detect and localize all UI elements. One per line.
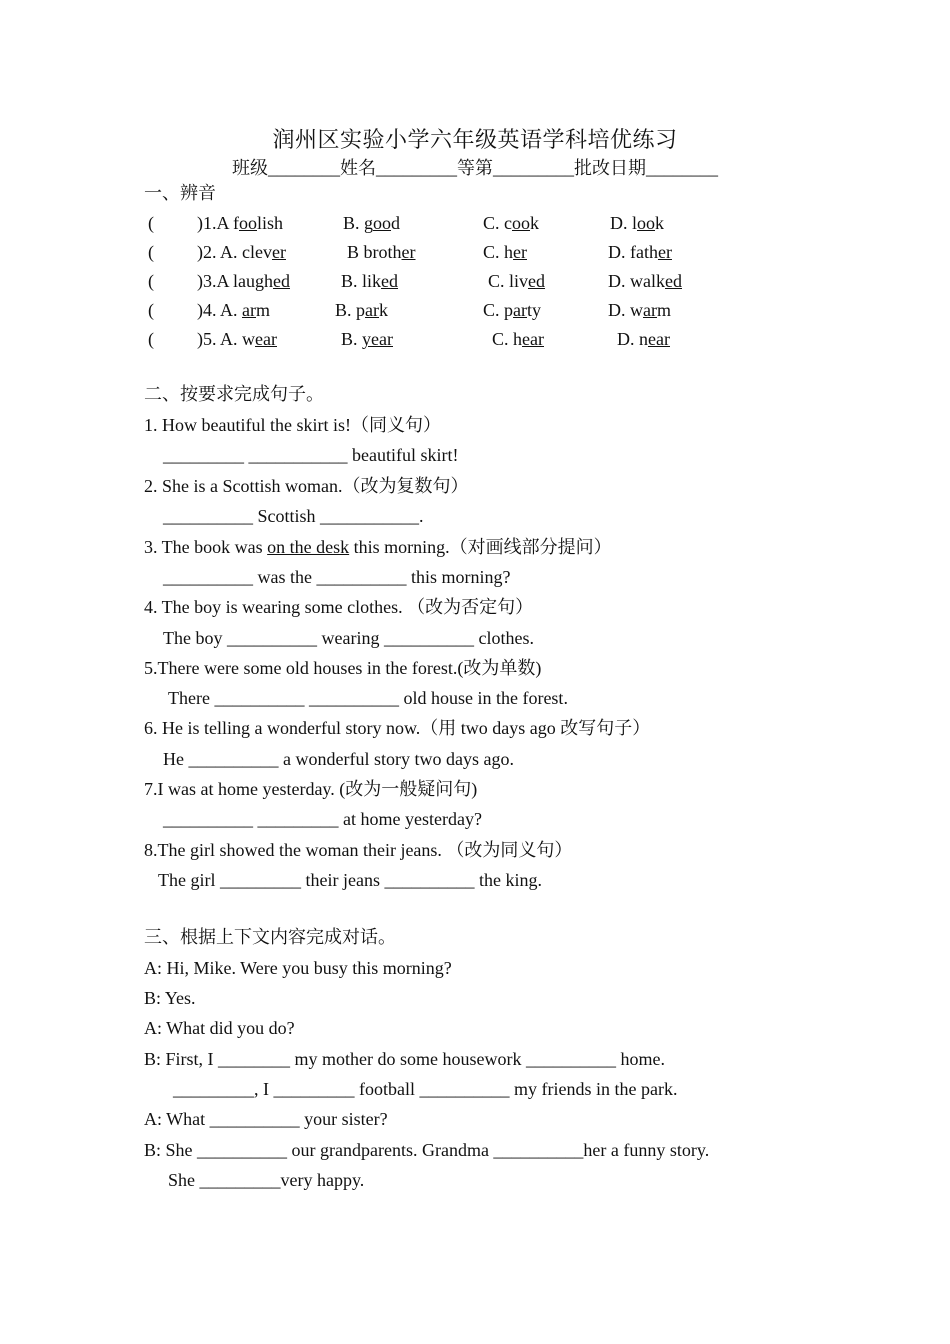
row-4-option-d (608, 298, 671, 322)
question-5: 5.There were some old houses in the forest.(改为单数) (144, 658, 542, 678)
answer-line-5: There __________ __________ old house in the forest. (168, 688, 568, 708)
row-2-b-text: B broth (347, 242, 402, 262)
row-2-paren: ( (148, 242, 154, 262)
row-5-b-underlined: year (362, 329, 393, 349)
dialogue-line-5: _________, I _________ football __________ my friends in the park. (173, 1079, 678, 1099)
row-3-a-text: laugh (233, 271, 273, 291)
section1-heading: 一、辨音 (144, 183, 216, 203)
answer-line-6: He __________ a wonderful story two days ago. (163, 749, 514, 769)
row-4-b-suffix: k (379, 300, 388, 320)
row-3-number: )3.A (197, 271, 233, 291)
row-1-option-a (197, 211, 283, 235)
row-5-c-underlined: ear (522, 329, 544, 349)
row-4-c-text: C. p (483, 300, 514, 320)
row-4-option-a (197, 298, 270, 322)
answer-line-2: __________ Scottish ___________. (163, 506, 424, 526)
row-1-b-suffix: d (391, 213, 401, 233)
row-2-option-b (347, 240, 416, 264)
row-1-c-underlined: oo (512, 213, 530, 233)
section3-heading: 三、根据上下文内容完成对话。 (144, 927, 396, 947)
row-2-b-underlined: er (401, 242, 416, 262)
row-3-b-underlined: ed (381, 271, 399, 291)
answer-line-1: _________ ___________ beautiful skirt! (163, 445, 459, 465)
row-4-option-c (483, 298, 541, 322)
question-3-underlined: on the desk (267, 537, 350, 557)
row-1-c-text: C. c (483, 213, 512, 233)
answer-line-8: The girl _________ their jeans __________ the king. (158, 870, 542, 890)
row-3-option-b (341, 269, 398, 293)
row-1-a-text: f (233, 213, 239, 233)
answer-line-7: __________ _________ at home yesterday? (163, 809, 482, 829)
row-1-paren: ( (148, 213, 154, 233)
row-2-option-a (197, 240, 286, 264)
row-4-option-b (335, 298, 388, 322)
row-1-number: )1.A (197, 213, 233, 233)
student-info-line: 班级________姓名_________等第_________批改日期________ (232, 158, 718, 178)
row-5-option-a (197, 327, 277, 351)
row-5-option-d (617, 327, 670, 351)
answer-line-3: __________ was the __________ this morning? (163, 567, 511, 587)
row-5-option-c (492, 327, 544, 351)
row-3-a-underlined: ed (273, 271, 290, 291)
question-3-text-b: this morning.（对画线部分提问） (349, 537, 612, 557)
row-2-number: )2. A. (197, 242, 242, 262)
row-1-d-suffix: k (655, 213, 664, 233)
row-2-c-text: C. h (483, 242, 514, 262)
question-6: 6. He is telling a wonderful story now.（用 two days ago 改写句子） (144, 718, 651, 738)
row-2-c-underlined: er (513, 242, 527, 262)
row-3-c-text: C. liv (488, 271, 529, 291)
row-5-option-b (341, 327, 393, 351)
dialogue-line-3: A: What did you do? (144, 1018, 295, 1038)
row-2-d-underlined: er (657, 242, 672, 262)
dialogue-line-6: A: What __________ your sister? (144, 1109, 388, 1129)
row-1-option-b (343, 211, 400, 235)
row-2-a-text: clev (242, 242, 272, 262)
row-2-option-d (608, 240, 672, 264)
row-5-b-text: B. (341, 329, 363, 349)
row-1-option-d (610, 211, 664, 235)
row-1-a-suffix: lish (257, 213, 284, 233)
row-5-a-underlined: ear (255, 329, 277, 349)
row-1-b-text: B. g (343, 213, 374, 233)
row-2-a-underlined: er (271, 242, 286, 262)
row-4-a-suffix: m (255, 300, 270, 320)
question-1: 1. How beautiful the skirt is!（同义句） (144, 415, 441, 435)
question-2: 2. She is a Scottish woman.（改为复数句） (144, 476, 469, 496)
row-3-option-a (197, 269, 290, 293)
row-3-option-c (488, 269, 545, 293)
row-1-b-underlined: oo (373, 213, 392, 233)
row-4-b-underlined: ar (365, 300, 379, 320)
row-3-b-text: B. lik (341, 271, 382, 291)
row-3-d-underlined: ed (665, 271, 682, 291)
row-1-option-c (483, 211, 539, 235)
row-5-paren: ( (148, 329, 154, 349)
question-3-text-a: 3. The book was (144, 537, 268, 557)
dialogue-line-4: B: First, I ________ my mother do some housework __________ home. (144, 1049, 665, 1069)
page-title: 润州区实验小学六年级英语学科培优练习 (272, 127, 678, 152)
question-7: 7.I was at home yesterday. (改为一般疑问句) (144, 779, 478, 799)
row-5-a-text: w (242, 329, 255, 349)
row-5-d-underlined: ear (648, 329, 670, 349)
row-4-number: )4. A. (197, 300, 242, 320)
row-1-d-underlined: oo (637, 213, 655, 233)
row-4-paren: ( (148, 300, 154, 320)
row-4-a-underlined: ar (242, 300, 256, 320)
row-4-d-text: D. w (608, 300, 643, 320)
row-1-c-suffix: k (530, 213, 539, 233)
row-4-c-suffix: ty (527, 300, 542, 320)
answer-line-4: The boy __________ wearing __________ clothes. (163, 628, 534, 648)
row-3-d-text: D. walk (608, 271, 665, 291)
section2-heading: 二、按要求完成句子。 (144, 384, 324, 404)
question-4: 4. The boy is wearing some clothes. （改为否定句） (144, 597, 534, 617)
row-4-d-underlined: ar (643, 300, 657, 320)
row-1-a-underlined: oo (239, 213, 257, 233)
row-2-d-text: D. fath (608, 242, 658, 262)
row-3-paren: ( (148, 271, 154, 291)
dialogue-line-8: She _________very happy. (168, 1170, 365, 1190)
dialogue-line-7: B: She __________ our grandparents. Grandma __________her a funny story. (144, 1140, 710, 1160)
row-4-c-underlined: ar (513, 300, 527, 320)
row-5-number: )5. A. (197, 329, 242, 349)
row-4-b-text: B. p (335, 300, 366, 320)
row-3-c-underlined: ed (528, 271, 546, 291)
row-4-d-suffix: m (656, 300, 671, 320)
question-8: 8.The girl showed the woman their jeans. （改为同义句） (144, 840, 573, 860)
row-5-d-text: D. n (617, 329, 648, 349)
row-3-option-d (608, 269, 682, 293)
dialogue-line-1: A: Hi, Mike. Were you busy this morning? (144, 958, 452, 978)
dialogue-line-2: B: Yes. (144, 988, 196, 1008)
row-2-option-c (483, 240, 527, 264)
row-1-d-text: D. l (610, 213, 637, 233)
row-5-c-text: C. h (492, 329, 523, 349)
question-3 (144, 535, 612, 559)
